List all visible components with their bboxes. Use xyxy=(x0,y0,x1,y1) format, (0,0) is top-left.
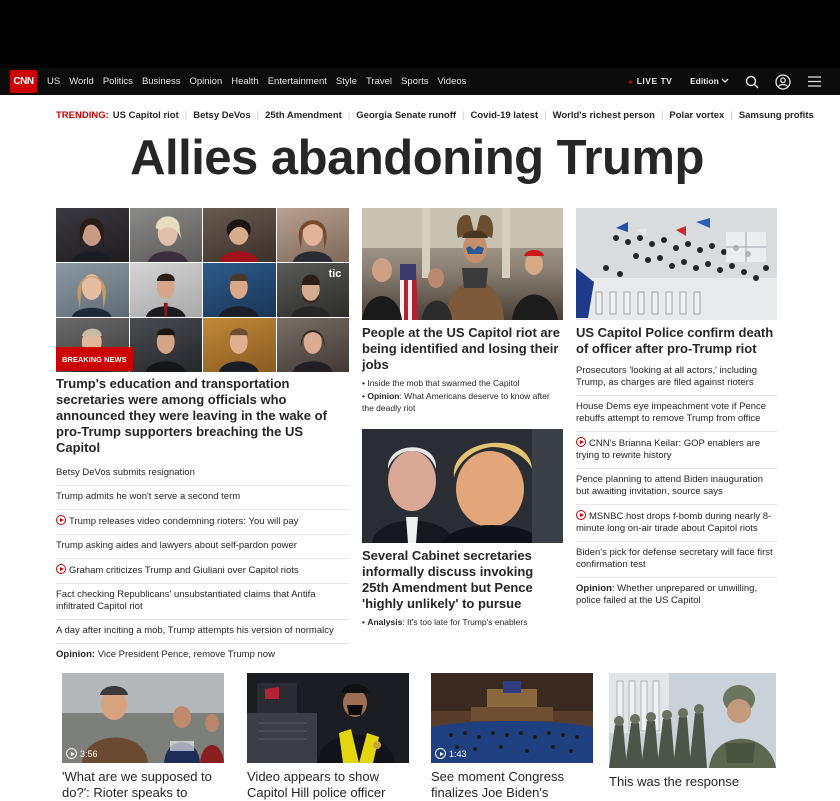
cabinet-25th-story-title[interactable]: Several Cabinet secretaries informally discuss invoking 25th Amendment but Pence 'highly unlikely' to pursue xyxy=(362,548,534,611)
opinion-label: Opinion xyxy=(576,583,612,594)
list-item[interactable] xyxy=(576,577,777,613)
list-item[interactable] xyxy=(56,462,349,485)
capitol-riot-story-title[interactable]: People at the US Capitol riot are being identified and losing their jobs xyxy=(362,325,560,372)
lead-story xyxy=(56,376,349,667)
video-card[interactable] xyxy=(62,673,224,801)
nav-link-videos[interactable]: Videos xyxy=(437,76,467,87)
opinion-label: Opinion xyxy=(367,391,400,401)
trending-item[interactable]: Polar vortex xyxy=(669,110,725,121)
sublink-text: : What Americans deserve to know after the deadly riot xyxy=(362,391,550,413)
nav-link-opinion[interactable]: Opinion xyxy=(189,76,223,87)
video-card-title: Video appears to show Capitol Hill police officer xyxy=(247,769,386,800)
edition-label: Edition xyxy=(690,76,719,86)
trending-item[interactable]: Covid-19 latest xyxy=(470,110,539,121)
list-item-text: House Dems eye impeachment vote if Pence rebuffs attempt to remove Trump from office xyxy=(576,401,767,424)
nav-link-world[interactable]: World xyxy=(69,76,94,87)
play-icon xyxy=(66,748,77,759)
list-item[interactable] xyxy=(56,558,349,583)
article-card-title: This was the response xyxy=(609,774,740,789)
nav-link-travel[interactable]: Travel xyxy=(366,76,393,87)
list-item-text: CNN's Brianna Keilar: GOP enablers are trying to rewrite history xyxy=(576,438,761,461)
svg-text:tic: tic xyxy=(328,268,341,281)
middle-column xyxy=(362,208,563,628)
video-card[interactable] xyxy=(431,673,593,801)
nav-link-style[interactable]: Style xyxy=(335,76,357,87)
menu-icon[interactable] xyxy=(806,73,823,90)
sublink-text: Inside the mob that swarmed the Capitol xyxy=(367,378,520,388)
play-video-icon xyxy=(576,510,586,520)
nav-link-entertainment[interactable]: Entertainment xyxy=(267,76,327,87)
list-item-text: Betsy DeVos submits resignation xyxy=(56,467,195,478)
list-item-text: Fact checking Republicans' unsubstantiated claims that Antifa infiltrated Capitol riot xyxy=(56,589,316,612)
trending-bar: TRENDING: US Capitol riot | Betsy DeVos | 25th Amendment | Georgia Senate runoff | Covid-19 latest | World's richest person | Polar vortex | Samsung profits xyxy=(56,110,814,121)
list-item[interactable] xyxy=(56,534,349,558)
list-item-text: A day after inciting a mob, Trump attempts his version of normalcy xyxy=(56,625,334,636)
story-sublink[interactable]: • Analysis: It's too late for Trump's enablers xyxy=(362,617,528,627)
list-item[interactable] xyxy=(576,360,777,395)
analysis-label: Analysis xyxy=(367,617,403,627)
list-item-text: Vice President Pence, remove Trump now xyxy=(97,649,275,660)
main-headline[interactable]: Allies abandoning Trump xyxy=(130,131,704,185)
trending-item[interactable]: Samsung profits xyxy=(738,110,814,121)
live-dot-icon: ● xyxy=(628,79,633,86)
list-item[interactable] xyxy=(576,468,777,504)
list-item[interactable] xyxy=(576,431,777,468)
video-card-title: See moment Congress finalizes Joe Biden's xyxy=(431,769,564,800)
lead-story-links xyxy=(56,462,349,667)
video-duration xyxy=(66,748,98,759)
story-sublink[interactable]: • Inside the mob that swarmed the Capitol xyxy=(362,378,520,388)
video-thumbnail xyxy=(431,673,593,763)
list-item-text: Biden's pick for defense secretary will face first confirmation test xyxy=(576,547,773,570)
list-item-text: : Whether unprepared or unwilling, police failed at the US Capitol xyxy=(576,583,758,606)
list-item[interactable] xyxy=(56,619,349,643)
edition-selector[interactable] xyxy=(690,76,729,86)
video-thumbnail xyxy=(247,673,409,763)
video-card[interactable] xyxy=(247,673,409,801)
top-banner-area xyxy=(0,0,840,68)
list-item[interactable] xyxy=(576,504,777,541)
nav-link-politics[interactable]: Politics xyxy=(102,76,133,87)
list-item-text: Trump asking aides and lawyers about self-pardon power xyxy=(56,540,297,551)
nav-link-us[interactable]: US xyxy=(47,76,61,87)
list-item-text: Prosecutors 'looking at all actors,' including Trump, as charges are filed against rioters xyxy=(576,365,758,388)
capitol-rioters-photo[interactable] xyxy=(362,208,563,320)
account-icon[interactable] xyxy=(774,73,791,90)
nav-link-sports[interactable]: Sports xyxy=(401,76,429,87)
sublink-text: : It's too late for Trump's enablers xyxy=(402,617,528,627)
list-item-text: MSNBC host drops f-bomb during nearly 8-minute long on-air tirade about Capitol riots xyxy=(576,511,772,534)
article-card[interactable] xyxy=(609,673,776,790)
story-sublink[interactable]: • Opinion: What Americans deserve to know after the deadly riot xyxy=(362,391,550,413)
chevron-down-icon xyxy=(721,76,729,86)
breaking-news-badge: BREAKING NEWS xyxy=(56,347,133,371)
list-item[interactable] xyxy=(576,395,777,431)
trending-item[interactable]: Betsy DeVos xyxy=(193,110,251,121)
live-tv-link[interactable] xyxy=(628,76,672,86)
list-item[interactable] xyxy=(56,643,349,667)
capitol-police-story-title[interactable]: US Capitol Police confirm death of officer after pro-Trump riot xyxy=(576,325,774,356)
play-video-icon xyxy=(56,515,66,525)
search-icon[interactable] xyxy=(743,73,760,90)
nav-links xyxy=(47,68,466,95)
video-duration xyxy=(435,748,467,759)
live-tv-label: LIVE TV xyxy=(636,76,673,86)
trending-item[interactable]: World's richest person xyxy=(552,110,655,121)
opinion-label: Opinion: xyxy=(56,649,96,660)
nav-link-health[interactable]: Health xyxy=(231,76,259,87)
list-item[interactable] xyxy=(576,541,777,577)
right-column-links xyxy=(576,360,777,613)
nav-link-business[interactable]: Business xyxy=(141,76,181,87)
top-nav xyxy=(0,68,840,95)
list-item-text: Trump releases video condemning rioters: You will pay xyxy=(69,516,299,527)
cnn-logo[interactable]: CNN xyxy=(10,70,37,93)
list-item-text: Graham criticizes Trump and Giuliani over Capitol riots xyxy=(69,565,299,576)
play-video-icon xyxy=(576,437,586,447)
list-item[interactable] xyxy=(56,583,349,619)
list-item[interactable] xyxy=(56,509,349,534)
video-thumbnail xyxy=(62,673,224,763)
play-icon xyxy=(435,748,446,759)
list-item-text: Pence planning to attend Biden inauguration but awaiting invitation, source says xyxy=(576,474,763,497)
lead-story-title[interactable]: Trump's education and transportation secretaries were among officials who announced they were leaving in the wake of pro-Trump supporters breaching the US Capitol xyxy=(56,376,327,455)
article-thumbnail xyxy=(609,673,776,768)
list-item-text: Trump admits he won't serve a second term xyxy=(56,491,241,502)
capitol-steps-photo[interactable] xyxy=(576,208,777,320)
play-video-icon xyxy=(56,564,66,574)
list-item[interactable] xyxy=(56,485,349,509)
pence-trump-photo[interactable] xyxy=(362,429,563,543)
video-card-title: 'What are we supposed to do?': Rioter speaks to xyxy=(62,769,212,800)
duration-text: 3:56 xyxy=(80,748,98,759)
trending-item[interactable]: US Capitol riot xyxy=(112,110,179,121)
duration-text: 1:43 xyxy=(449,748,467,759)
trending-label: TRENDING: xyxy=(56,110,109,121)
trending-item[interactable]: 25th Amendment xyxy=(265,110,342,121)
trending-item[interactable]: Georgia Senate runoff xyxy=(356,110,457,121)
right-column xyxy=(576,208,777,613)
